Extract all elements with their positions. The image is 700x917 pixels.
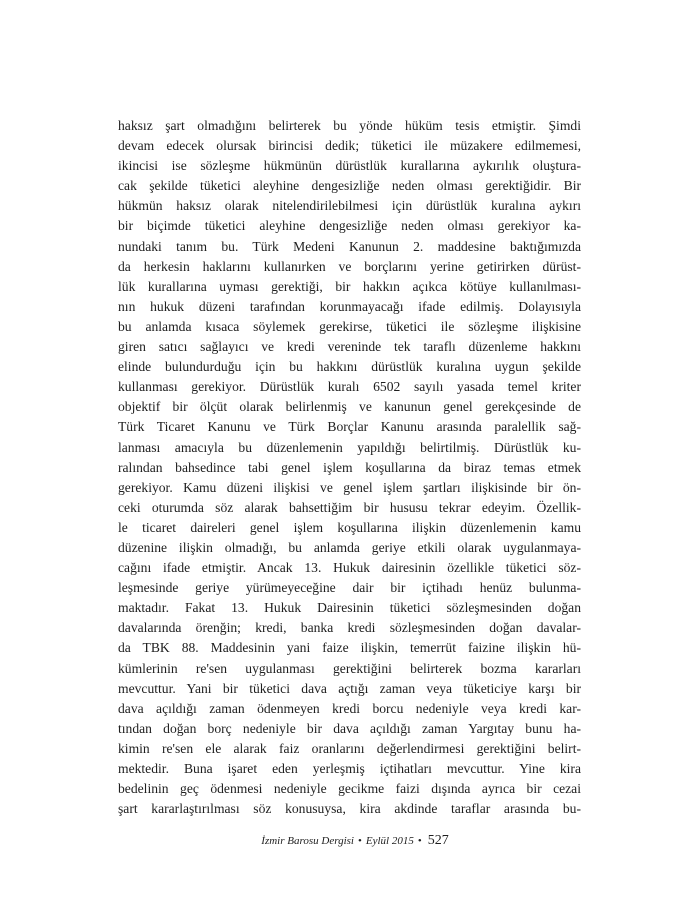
text-line: cağını ifade etmiştir. Ancak 13. Hukuk dairesinin özellikle tüketici söz- [118,560,581,576]
journal-name: İzmir Barosu Dergisi [261,835,354,847]
text-line: devam edecek olursak birincisi dedik; tüketici ile müzakere edilmemesi, [118,138,581,154]
text-line: leşmesinde geriye yürümeyeceğine dair bir içtihadı henüz bulunma- [118,580,581,596]
text-line: haksız şart olmadığını belirterek bu yönde hüküm tesis etmiştir. Şimdi [118,118,581,133]
text-line: lanması amacıyla bu düzenlemenin yapıldığı belirtilmiş. Dürüstlük ku- [118,439,581,455]
footer-bullet: • [358,835,362,847]
text-line: Türk Ticaret Kanunu ve Türk Borçlar Kanunu arasında paralellik sağ- [118,419,581,435]
text-line: bir biçimde tüketici aleyhine dengesizliğe neden olması gerekiyor ka- [118,218,581,234]
text-line: bedelinin geç ödenmesi nedeniyle gecikme faizi dışında ayrıca bir cezai [118,781,581,797]
text-line: mevcuttur. Yani bir tüketici dava açtığı zaman veya tüketiciye karşı bir [118,680,581,696]
text-line: ikincisi ise sözleşme hükmünün dürüstlük kurallarına aykırılık oluştura- [118,158,581,174]
text-line: da herkesin haklarını kullanırken ve borçlarını yerine getirirken dürüst- [118,258,581,274]
page-footer [0,831,700,849]
text-line: kullanması gerekiyor. Dürüstlük kuralı 6502 sayılı yasada temel kriter [118,379,581,395]
text-line: giren satıcı sağlayıcı ve kredi vereninde tek taraflı düzenleme hakkını [118,339,581,355]
text-line: da TBK 88. Maddesinin yani faize ilişkin, temerrüt faizine ilişkin hü- [118,640,581,656]
text-line: nın hukuk düzeni tarafından korunmayacağı ifade edilmiş. Dolayısıyla [118,298,581,314]
issue-date: Eylül 2015 [365,835,414,847]
text-line: tından doğan borç nedeniyle bir dava açıldığı zaman Yargıtay bunu ha- [118,720,581,736]
text-line: kümlerinin re'sen uygulanması gerektiğini belirterek bozma kararları [118,660,581,676]
body-text [118,116,581,819]
text-line: objektif bir ölçüt olarak belirlenmiş ve kanunun genel gerekçesinde de [118,399,581,415]
text-line: hükmün haksız olarak nitelendirilebilmesi için dürüstlük kuralına aykırı [118,198,581,214]
text-line: lük kurallarına uyması gerektiği, bir hakkın açıkca kötüye kullanılması- [118,278,581,294]
text-line: cak şekilde tüketici aleyhine dengesizliğe neden olması gerektiğidir. Bir [118,178,581,194]
text-line: ralından bahsedince tabi genel işlem koşullarına da biraz temas etmek [118,459,581,475]
text-line: le ticaret daireleri genel işlem koşullarına ilişkin düzenlemenin kamu [118,519,581,535]
text-line: ceki oturumda söz alarak bahsettiğim bir hususu tekrar edeyim. Özellik- [118,499,581,515]
text-line: bu anlamda kısaca söylemek gerekirse, tüketici ile sözleşme ilişkisine [118,318,581,334]
text-line: mektedir. Buna işaret eden yerleşmiş içtihatları mevcuttur. Yine kira [118,761,581,776]
text-line: dava açıldığı zaman ödenmeyen kredi borcu nedeniyle veya kredi kar- [118,700,581,716]
text-line: düzenine ilişkin olmadığı, bu anlamda geriye etkili olarak uygulanmaya- [118,539,581,555]
text-line: kimin re'sen ele alarak faiz oranlarını değerlendirmesi gerektiğini belirt- [118,740,581,756]
text-line: elinde bulundurduğu için bu hakkını dürüstlük kuralına uygun şekilde [118,359,581,375]
footer-bullet: • [417,835,422,847]
text-line: maktadır. Fakat 13. Hukuk Dairesinin tüketici sözleşmesinden doğan [118,600,581,616]
text-line: nundaki tanım bu. Türk Medeni Kanunun 2. maddesine baktığımızda [118,238,581,254]
page-number: 527 [427,833,449,848]
text-line: şart kararlaştırılması söz konusuysa, kira akdinde taraflar arasında bu- [118,801,581,817]
text-line: gerekiyor. Kamu düzeni ilişkisi ve genel işlem şartları ilişkisinde bir ön- [118,479,581,495]
text-line: davalarında örenğin; kredi, banka kredi sözleşmesinden doğan davalar- [118,620,581,636]
